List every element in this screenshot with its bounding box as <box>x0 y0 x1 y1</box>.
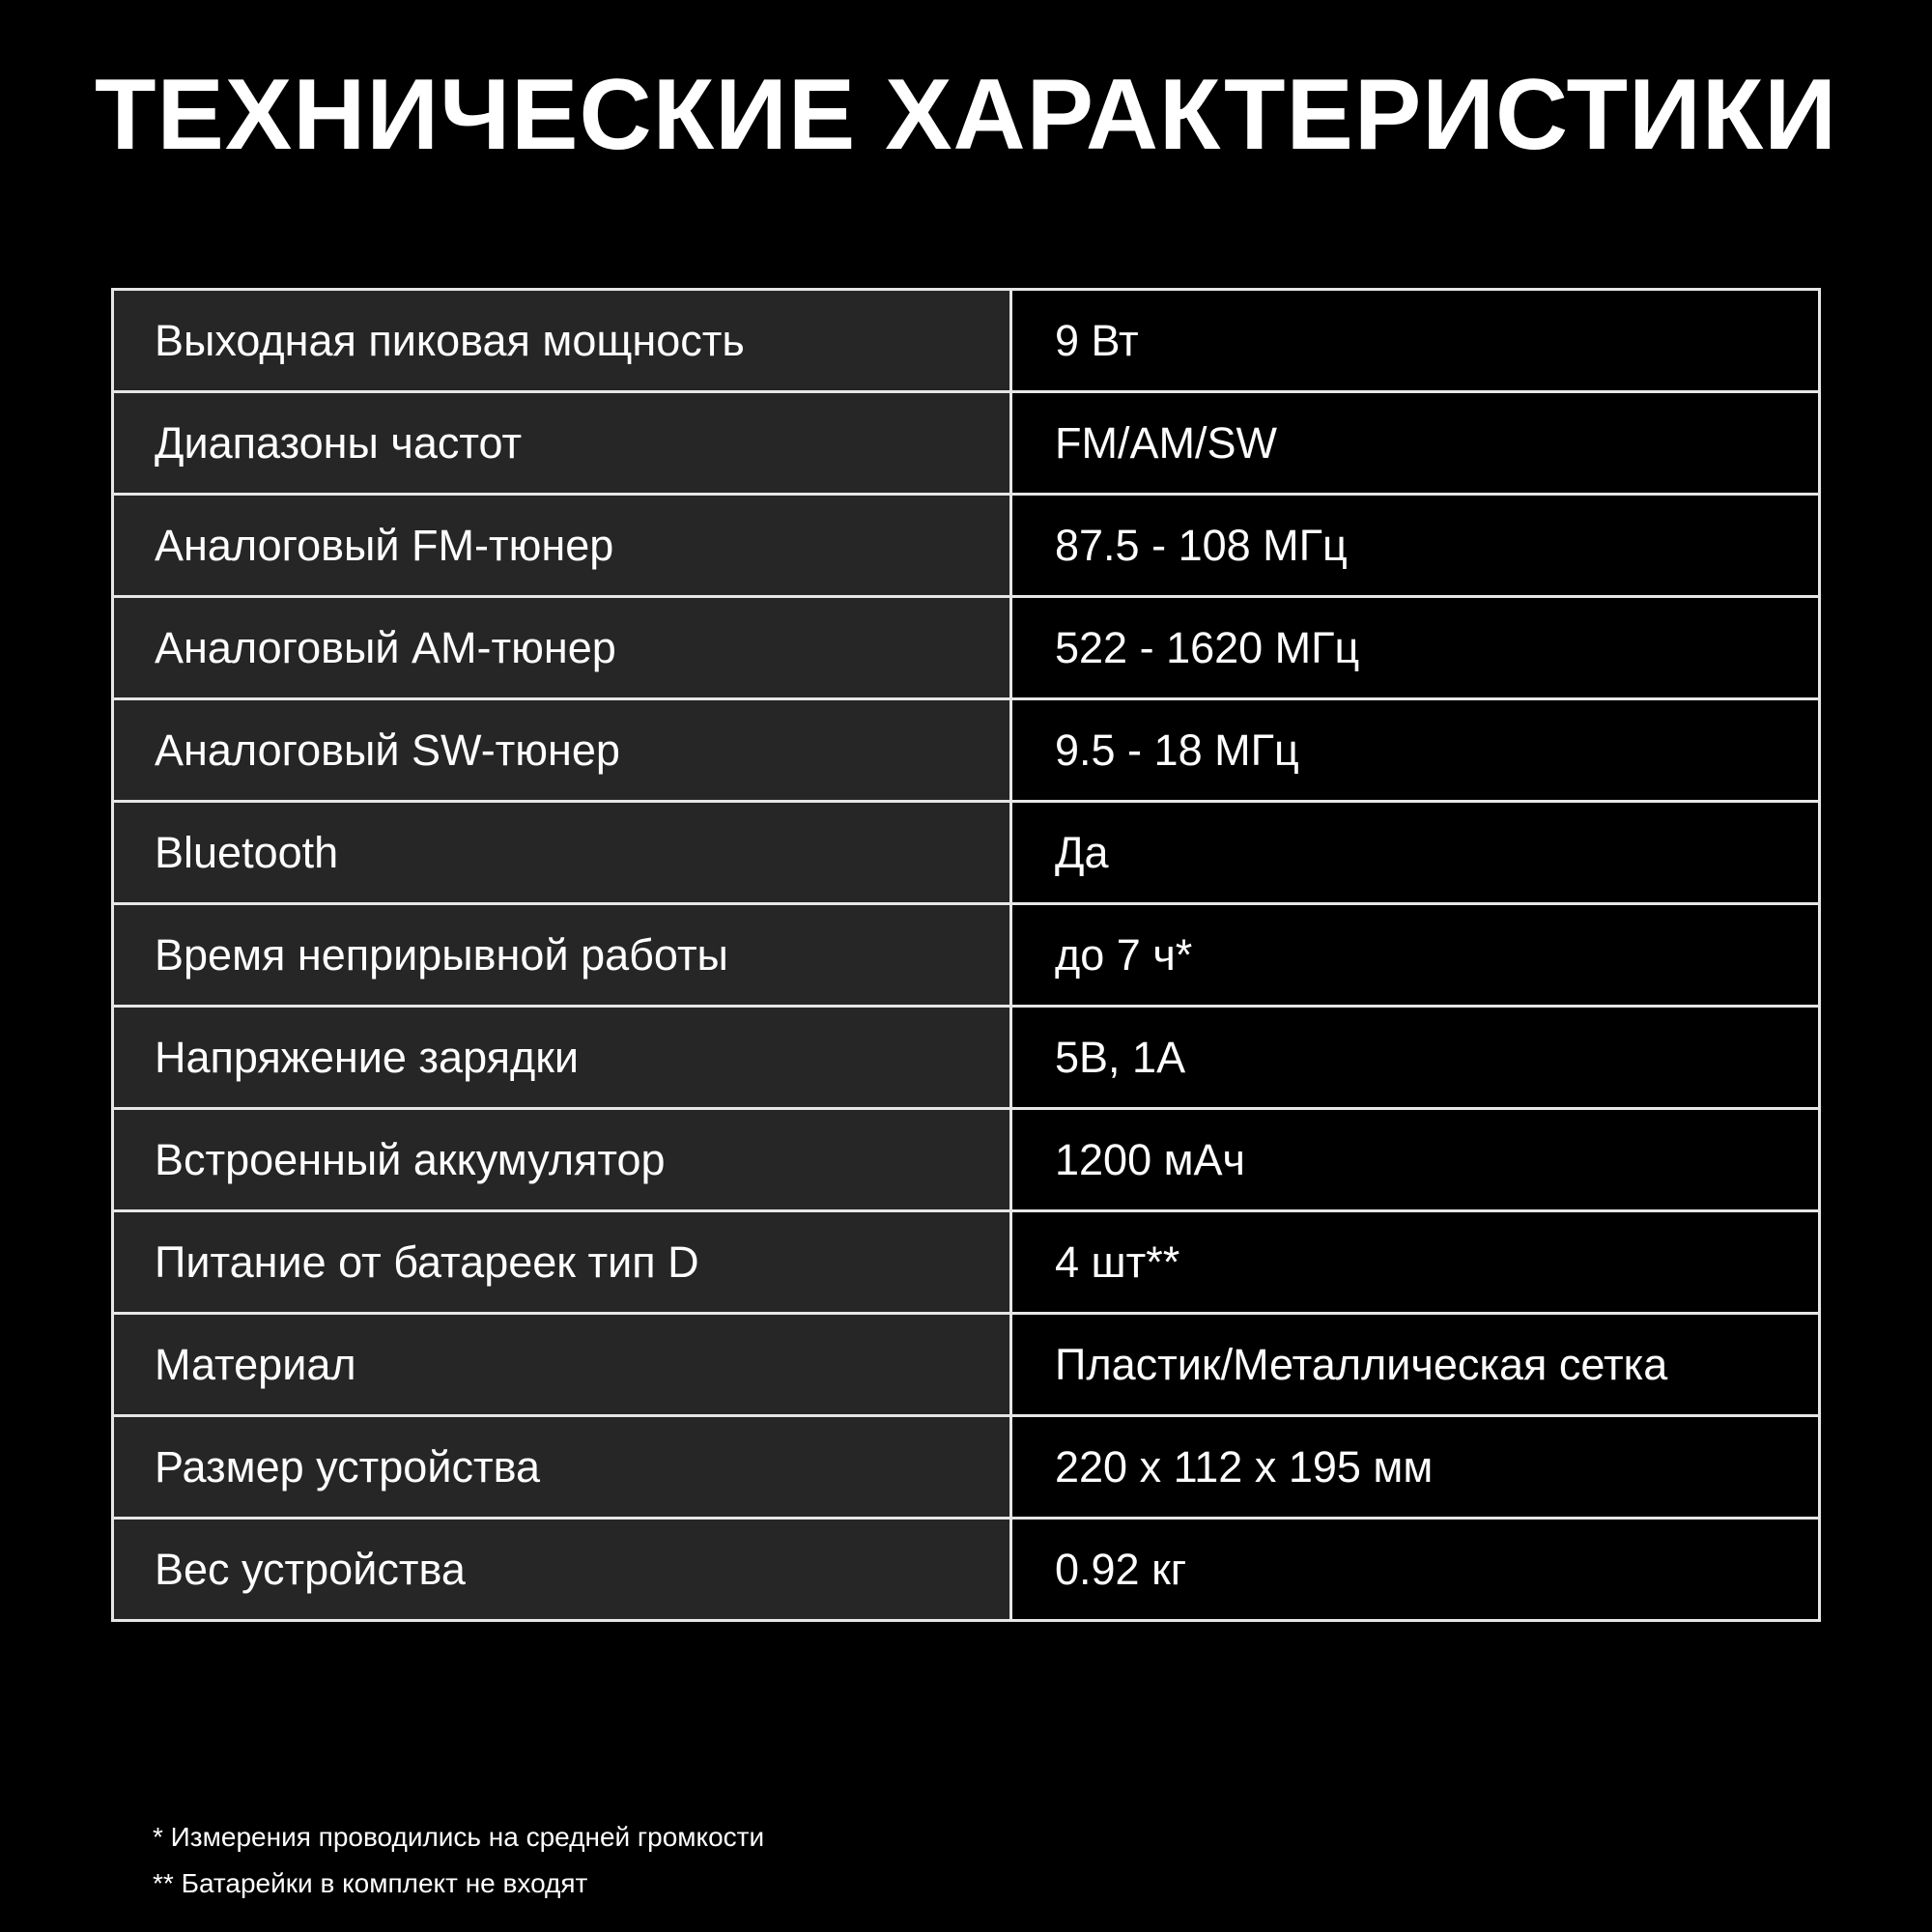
spec-label: Аналоговый SW-тюнер <box>113 699 1011 802</box>
spec-label: Встроенный аккумулятор <box>113 1109 1011 1211</box>
table-row <box>113 904 1820 1007</box>
spec-value: Да <box>1011 802 1820 904</box>
spec-value: 4 шт** <box>1011 1211 1820 1314</box>
spec-label: Время неприрывной работы <box>113 904 1011 1007</box>
footnote-measurement: * Измерения проводились на средней громкости <box>153 1822 765 1852</box>
spec-value: 9 Вт <box>1011 290 1820 392</box>
table-row <box>113 1314 1820 1416</box>
spec-label: Размер устройства <box>113 1416 1011 1519</box>
spec-label: Выходная пиковая мощность <box>113 290 1011 392</box>
spec-value: FM/AM/SW <box>1011 392 1820 495</box>
spec-label: Аналоговый FM-тюнер <box>113 495 1011 597</box>
table-row <box>113 699 1820 802</box>
spec-value: Пластик/Металлическая сетка <box>1011 1314 1820 1416</box>
footnotes <box>153 1814 764 1907</box>
spec-label: Аналоговый AM-тюнер <box>113 597 1011 699</box>
spec-value: 522 - 1620 МГц <box>1011 597 1820 699</box>
table-row <box>113 392 1820 495</box>
table-row <box>113 1007 1820 1109</box>
spec-label: Питание от батареек тип D <box>113 1211 1011 1314</box>
table-row <box>113 802 1820 904</box>
table-row <box>113 290 1820 392</box>
spec-value: 87.5 - 108 МГц <box>1011 495 1820 597</box>
table-row <box>113 597 1820 699</box>
table-row <box>113 1211 1820 1314</box>
spec-label: Bluetooth <box>113 802 1011 904</box>
spec-value: 1200 мАч <box>1011 1109 1820 1211</box>
spec-label: Напряжение зарядки <box>113 1007 1011 1109</box>
spec-value: 5В, 1А <box>1011 1007 1820 1109</box>
spec-value: 0.92 кг <box>1011 1519 1820 1621</box>
page-title: ТЕХНИЧЕСКИЕ ХАРАКТЕРИСТИКИ <box>94 59 1838 171</box>
table-row <box>113 495 1820 597</box>
spec-label: Диапазоны частот <box>113 392 1011 495</box>
spec-value: 9.5 - 18 МГц <box>1011 699 1820 802</box>
table-row <box>113 1416 1820 1519</box>
spec-label: Вес устройства <box>113 1519 1011 1621</box>
footnote-batteries: ** Батарейки в комплект не входят <box>153 1868 588 1898</box>
specs-table <box>111 288 1821 1622</box>
spec-value: до 7 ч* <box>1011 904 1820 1007</box>
table-row <box>113 1519 1820 1621</box>
table-row <box>113 1109 1820 1211</box>
spec-label: Материал <box>113 1314 1011 1416</box>
spec-value: 220 x 112 x 195 мм <box>1011 1416 1820 1519</box>
